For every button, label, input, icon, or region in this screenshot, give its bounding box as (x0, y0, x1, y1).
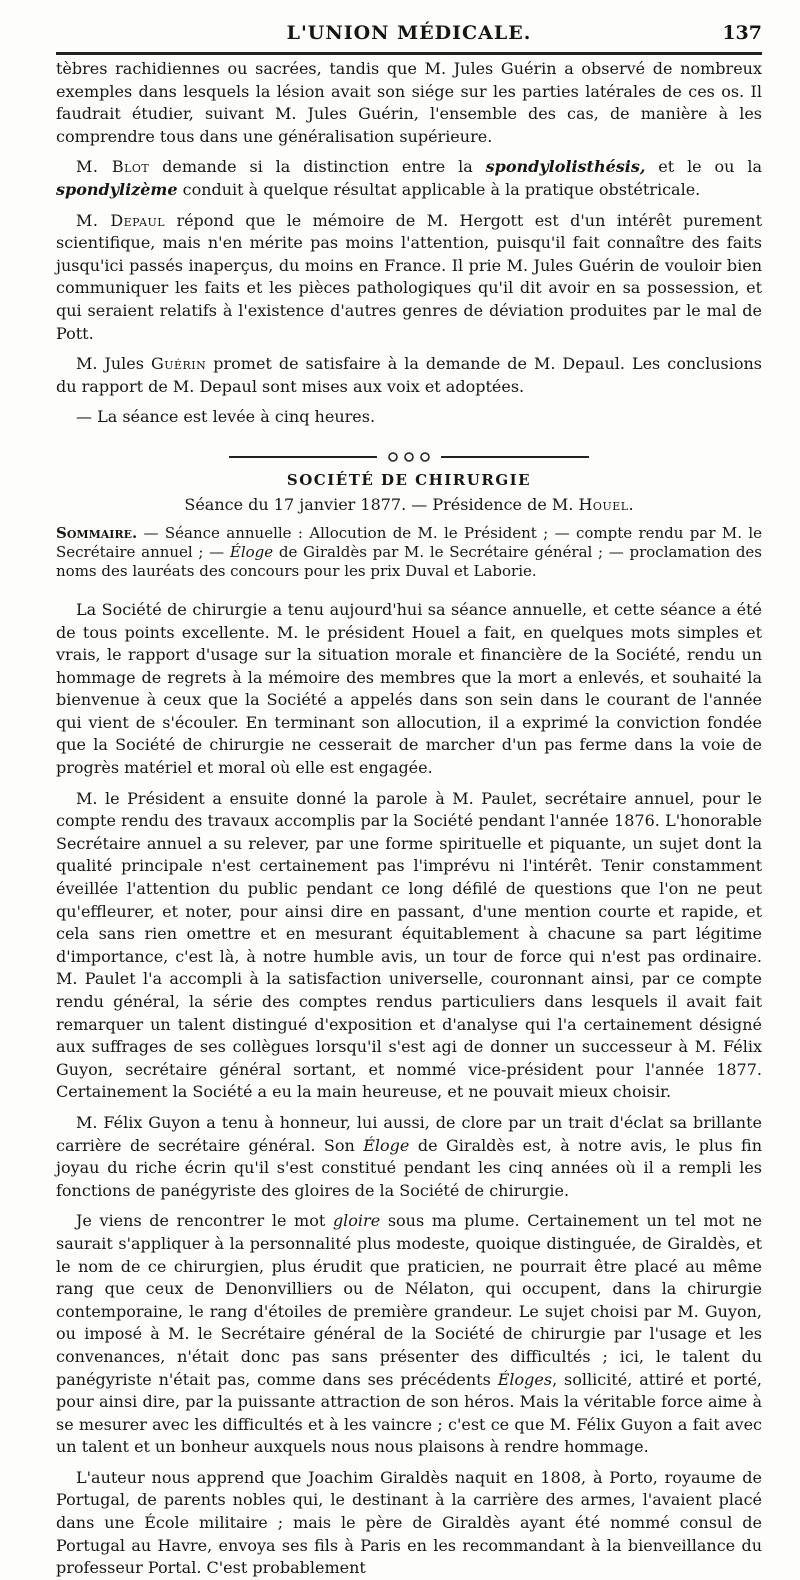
text-run: Je viens de rencontrer le mot (76, 1211, 333, 1231)
body-paragraph-3 (56, 1112, 762, 1202)
summary-label: Sommaire. (56, 523, 138, 542)
ornamental-separator (229, 451, 589, 463)
president-name: Houel (578, 494, 629, 514)
text-run: et le ou la (645, 157, 762, 177)
term-spondylizeme: spondylizème (56, 179, 178, 199)
page-number: 137 (722, 22, 762, 44)
text-run: de Giraldès est, à notre avis, le plus fin joyau du riche écrin qu'il s'est constitué pendant les cinq années où il a rempli les fonctions de panégyriste des gloires de la Société de chirurgie. (56, 1135, 763, 1200)
term-spondylolisthesis: spondylolisthésis, (485, 157, 646, 177)
intro-paragraph-blot (56, 156, 762, 201)
page-header (56, 0, 762, 58)
body-paragraph-1: La Société de chirurgie a tenu aujourd'hui sa séance annuelle, et cette séance a été de tous points excellente. M. le président Houel a fait, en quelques mots simples et vrais, le rapport d'usage sur la situation morale et financière de la Société, rendu un hommage de regrets à la mémoire des membres que la mort a enlevés, et souhaité la bienvenue à ceux que la Société a appelés dans son sein dans le courant de l'année qui vient de s'écouler. En terminant son allocution, il a exprimé la conviction fondée que la Société de chirurgie ne cesserait de marcher d'un pas ferme dans la voie de progrès matériel et moral où elle est engagée. (56, 599, 762, 778)
speaker-name: M. Depaul (76, 210, 166, 230)
body-paragraph-4 (56, 1210, 762, 1459)
text-run: Séance du 17 janvier 1877. — Présidence de M. (184, 494, 579, 514)
text-run: M. Félix Guyon a tenu à honneur, lui aussi, de clore par un trait d'éclat sa brillante carrière de secrétaire général. Son (56, 1112, 762, 1155)
text-italic: Éloge (363, 1135, 410, 1155)
text-run: sous ma plume. Certainement un tel mot ne saurait s'appliquer à la personnalité plus modeste, quoique distinguée, de Giraldès, et le nom de ce chirurgien, plus érudit que praticien, ne pourrait être placé au même rang que ceux de Denonvilliers ou de Nélaton, qui occupent, dans la chirurgie contemporaine, le rang d'étoiles de première grandeur. Le sujet choisi par M. Guyon, ou imposé à M. le Secrétaire général de la Société de chirurgie par l'usage et les convenances, n'était donc pas sans présenter des difficultés ; ici, le talent du panégyriste n'était pas, comme dans ses précédents (56, 1211, 763, 1389)
text-run: de Giraldès par M. le Secrétaire général ; — proclamation des noms des lauréats des concours pour les prix Duval et Laborie. (56, 542, 762, 580)
body-paragraph-2: M. le Président a ensuite donné la parole à M. Paulet, secrétaire annuel, pour le compte rendu des travaux accomplis par la Société pendant l'année 1876. L'honorable Secrétaire annuel a su relever, par une forme spirituelle et piquante, un sujet dont la qualité principale n'est certainement pas l'imprévu ni l'intérêt. Tenir constamment éveillée l'attention du public pendant ce long défilé de questions que l'on ne peut qu'effleurer, et noter, pour ainsi dire en passant, d'une mention courte et rapide, et cela sans rien omettre et en mesurant équitablement à chacune sa part légitime d'importance, c'est là, à notre humble avis, un tour de force qui n'est pas ordinaire. M. Paulet l'a accompli à la satisfaction universelle, couronnant ainsi, par ce compte rendu général, la série des comptes rendus particuliers dans lesquels il avait fait remarquer un talent distingué d'exposition et d'analyse qui l'a certainement désigné aux suffrages de ses collègues lorsqu'il s'est agi de donner un successeur à M. Félix Guyon, secrétaire général sortant, et nommé vice-président pour l'année 1877. Certainement la Société a eu la main heureuse, et ne pouvait mieux choisir. (56, 788, 762, 1102)
text-run: conduit à quelque résultat applicable à la pratique obstétricale. (177, 179, 701, 199)
text-italic: gloire (332, 1211, 381, 1231)
text-italic: Éloges (497, 1369, 553, 1389)
intro-paragraph-depaul (56, 210, 762, 346)
speaker-name: Guérin (150, 354, 207, 374)
text-run: — Séance annuelle : Allocution de M. le Président ; — compte rendu par M. le Secrétaire annuel ; — (56, 523, 762, 561)
body-paragraph-5: L'auteur nous apprend que Joachim Giraldès naquit en 1808, à Porto, royaume de Portugal, de parents nobles qui, le destinant à la carrière des armes, l'avaient placé dans une École militaire ; mais le père de Giraldès ayant été nommé consul de Portugal au Havre, envoya ses fils à Paris en les recommandant à la bienveillance du professeur Portal. C'est probablement (56, 1467, 762, 1578)
session-heading (56, 495, 762, 514)
session-closed: — La séance est levée à cinq heures. (76, 407, 376, 427)
intro-paragraph-1: tèbres rachidiennes ou sacrées, tandis que M. Jules Guérin a observé de nombreux exemples dans lesquels la lésion avait son siége sur les parties latérales de ces os. Il faudrait étudier, suivant M. Jules Guérin, l'ensemble des cas, de manière à les comprendre tous dans une généralisation supérieure. (56, 59, 762, 146)
section-title: SOCIÉTÉ DE CHIRURGIE (286, 470, 532, 489)
text-run: . (628, 494, 634, 514)
speaker-name: M. Blot (76, 157, 150, 177)
text-run: demande si la distinction entre la (149, 157, 486, 177)
intro-paragraph-guerin (56, 353, 762, 398)
text-run: M. Jules (76, 354, 151, 374)
text-run: répond que le mémoire de M. Hergott est d'un intérêt purement scientifique, mais n'en mérite pas moins l'attention, puisqu'il fait connaître des faits jusqu'ici passés inaperçus, du moins en France. Il prie M. Jules Guérin de vouloir bien communiquer les faits et les pièces pathologiques qu'il dit avoir en sa possession, et qui seraient relatifs à l'existence d'autres genres de déviation produites par le mal de Pott. (56, 210, 763, 343)
running-title: L'UNION MÉDICALE. (286, 22, 532, 44)
text-run: , sollicité, attiré et porté, pour ainsi dire, par la puissante attraction de son héros. Mais la véritable force aime à se mesurer avec les difficultés et à les vaincre ; c'est ce que M. Félix Guyon a fait avec un talent et un bonheur auxquels nous nous plaisons à rendre hommage. (56, 1369, 762, 1457)
summary (56, 524, 762, 581)
header-rule (56, 52, 762, 55)
text-run: promet de satisfaire à la demande de M. Depaul. Les conclusions du rapport de M. Depaul sont mises aux voix et adoptées. (56, 354, 762, 396)
text-italic: Éloge (229, 542, 274, 561)
